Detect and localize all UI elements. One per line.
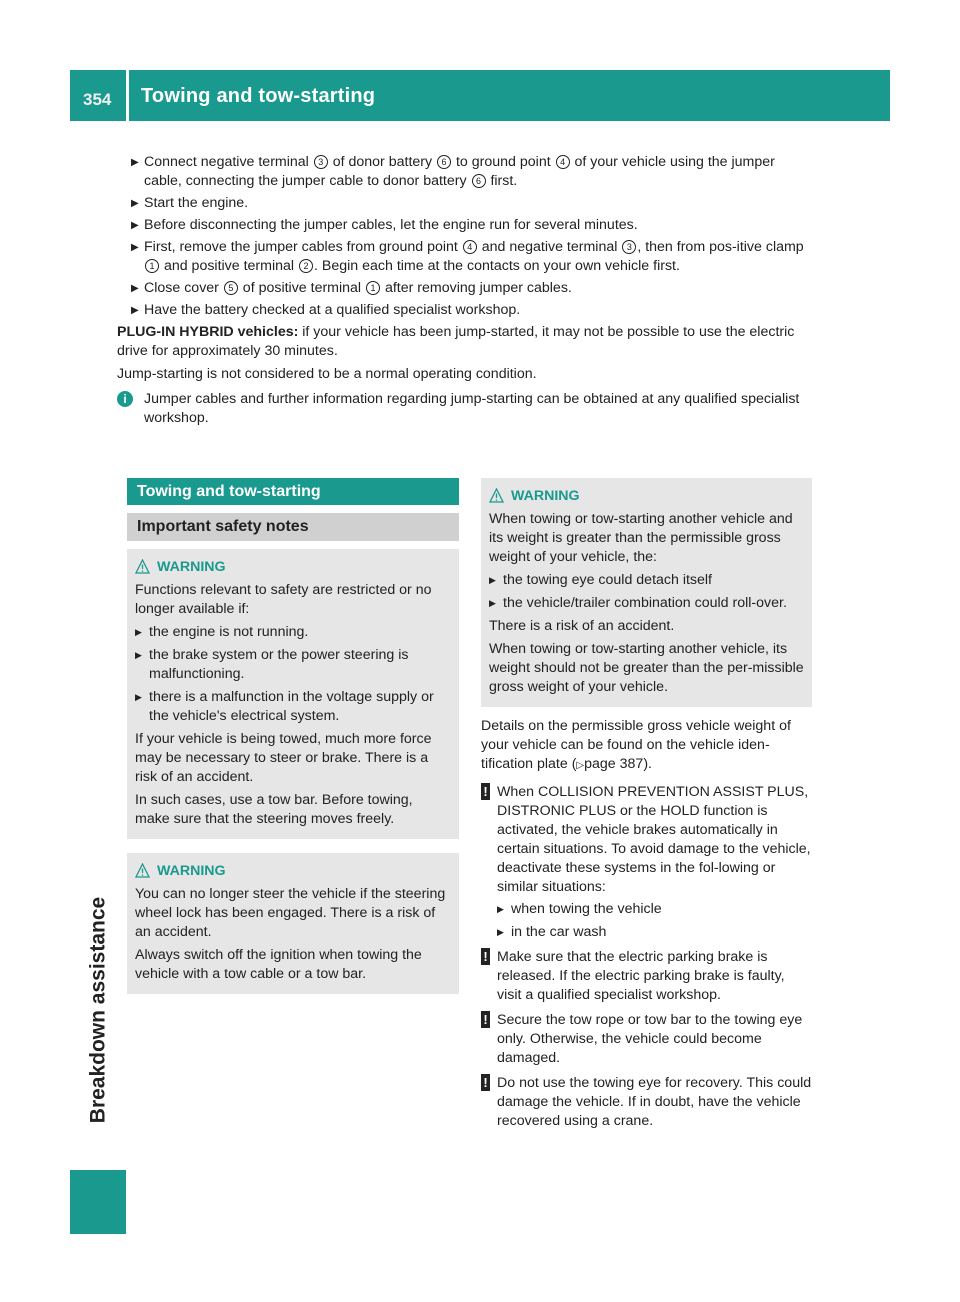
side-chapter-tab <box>70 1170 126 1234</box>
warning-label: WARNING <box>157 863 226 879</box>
callout-number: 2 <box>299 259 313 273</box>
header-title-box <box>129 70 890 121</box>
step-text: to ground point <box>452 154 555 170</box>
warning-title <box>135 557 451 577</box>
step-text: and negative terminal <box>477 239 622 255</box>
header-title: Towing and tow-starting <box>141 85 376 107</box>
step-arrow-icon: ▶ <box>131 220 139 231</box>
callout-number: 1 <box>366 281 380 295</box>
exclamation-icon: ! <box>481 1074 490 1091</box>
side-chapter-text: Breakdown assistance <box>86 896 110 1124</box>
step-item <box>117 153 812 191</box>
callout-number: 3 <box>314 155 328 169</box>
warning-text: Always switch off the ignition when towing the vehicle with a tow cable or a tow bar. <box>135 947 422 982</box>
step-text: Connect negative terminal <box>144 154 313 170</box>
note-text: When COLLISION PREVENTION ASSIST PLUS, DISTRONIC PLUS or the HOLD function is activated, the vehicle brakes automatically in certain situations. To avoid damage to the vehicle, deactivate these systems in the fol-lowing or similar situations: <box>497 784 811 895</box>
warning-label: WARNING <box>511 488 580 504</box>
callout-number: 4 <box>556 155 570 169</box>
step-arrow-icon: ▶ <box>131 198 139 209</box>
warning-text: There is a risk of an accident. <box>489 618 675 634</box>
list-item: ▶ the brake system or the power steering is malfunctioning. <box>135 647 409 682</box>
side-chapter-label <box>73 870 123 1150</box>
warning-intro: When towing or tow-starting another vehicle and its weight is greater than the permissible gross weight of your vehicle, the: <box>489 511 793 565</box>
list-item: ▶ the towing eye could detach itself <box>489 572 713 588</box>
step-text: first. <box>486 173 518 189</box>
step-text: Before disconnecting the jumper cables, let the engine run for several minutes. <box>144 217 638 233</box>
warning-text: In such cases, use a tow bar. Before towing, make sure that the steering moves freely. <box>135 792 413 827</box>
page-number-box <box>70 70 126 121</box>
notes-list <box>481 783 812 1131</box>
bullet-text: when towing the vehicle <box>511 901 662 917</box>
step-text: after removing jumper cables. <box>381 280 572 296</box>
info-icon: i <box>117 391 133 407</box>
warning-text: You can no longer steer the vehicle if the steering wheel lock has been engaged. There is a risk of an accident. <box>135 886 446 940</box>
step-arrow-icon: ▶ <box>131 283 139 294</box>
note-item <box>481 783 812 942</box>
list-item: ▶ in the car wash <box>497 924 607 940</box>
note-text: Do not use the towing eye for recovery. This could damage the vehicle. If in doubt, have the vehicle recovered using a crane. <box>497 1075 812 1129</box>
step-text: of your vehicle using the jumper cable, connecting the jumper cable to donor battery <box>144 154 775 189</box>
warning-triangle-icon <box>135 559 150 574</box>
warning-title <box>135 861 451 881</box>
callout-number: 3 <box>622 240 636 254</box>
warning-text: If your vehicle is being towed, much more force may be necessary to steer or brake. There is a risk of an accident. <box>135 731 432 785</box>
step-text: Have the battery checked at a qualified specialist workshop. <box>144 302 521 318</box>
warning-box-2 <box>127 853 459 994</box>
callout-number: 4 <box>463 240 477 254</box>
step-text: of positive terminal <box>238 280 366 296</box>
exclamation-icon: ! <box>481 783 490 800</box>
callout-number: 6 <box>437 155 451 169</box>
info-note-text: Jumper cables and further information regarding jump-starting can be obtained at any qualified specialist workshop. <box>144 391 800 426</box>
warning-text: When towing or tow-starting another vehicle, its weight should not be greater than the per-missible gross weight of your vehicle. <box>489 641 804 695</box>
top-content <box>117 153 812 428</box>
step-text: Close cover <box>144 280 223 296</box>
bullet-text: the engine is not running. <box>149 624 309 640</box>
step-item <box>117 194 812 213</box>
step-arrow-icon: ▶ <box>131 157 139 168</box>
jump-note: Jump-starting is not considered to be a normal operating condition. <box>117 366 537 382</box>
warning-box-1 <box>127 549 459 839</box>
step-text: First, remove the jumper cables from ground point <box>144 239 462 255</box>
warning-intro: Functions relevant to safety are restricted or no longer available if: <box>135 582 432 617</box>
callout-number: 1 <box>145 259 159 273</box>
exclamation-icon: ! <box>481 948 490 965</box>
list-item: ▶ the engine is not running. <box>135 624 309 640</box>
bullet-text: the brake system or the power steering is malfunctioning. <box>149 647 409 682</box>
step-list <box>117 153 812 320</box>
step-item <box>117 301 812 320</box>
step-item <box>117 238 812 276</box>
bullet-text: in the car wash <box>511 924 607 940</box>
list-item: ▶ there is a malfunction in the voltage supply or the vehicle's electrical system. <box>135 689 434 724</box>
hybrid-note <box>117 323 812 361</box>
warning-label: WARNING <box>157 559 226 575</box>
warning-triangle-icon <box>135 863 150 878</box>
callout-number: 6 <box>472 174 486 188</box>
note-text: Secure the tow rope or tow bar to the towing eye only. Otherwise, the vehicle could become damaged. <box>497 1012 803 1066</box>
note-text: Make sure that the electric parking brake is released. If the electric parking brake is faulty, visit a qualified specialist workshop. <box>497 949 785 1003</box>
page-ref-link[interactable]: page 387 <box>584 756 644 772</box>
step-arrow-icon: ▶ <box>131 242 139 253</box>
exclamation-icon: ! <box>481 1011 490 1028</box>
list-item: ▶ when towing the vehicle <box>497 901 662 917</box>
hybrid-note-text: if your vehicle has been jump-started, it may not be possible to use the electric drive for approximately 30 minutes. <box>117 324 795 359</box>
section-heading: Towing and tow-starting <box>127 478 459 505</box>
bullet-text: there is a malfunction in the voltage supply or the vehicle's electrical system. <box>149 689 434 724</box>
step-text: and positive terminal <box>160 258 299 274</box>
note-sublist <box>497 900 812 942</box>
note-item <box>481 948 812 1005</box>
details-close: ). <box>643 756 652 772</box>
note-item <box>481 1011 812 1068</box>
step-text: . Begin each time at the contacts on your own vehicle first. <box>314 258 680 274</box>
info-note <box>117 390 812 428</box>
subsection-heading: Important safety notes <box>127 513 459 541</box>
step-item <box>117 216 812 235</box>
warning-box-3 <box>481 478 812 707</box>
page-ref-arrow-icon: ▷ <box>576 760 585 771</box>
page-header <box>70 70 890 121</box>
right-column <box>481 478 812 1137</box>
left-column <box>127 478 459 994</box>
warning-title <box>489 486 804 506</box>
step-item <box>117 279 812 298</box>
note-item <box>481 1074 812 1131</box>
step-text: of donor battery <box>328 154 437 170</box>
step-arrow-icon: ▶ <box>131 305 139 316</box>
step-text: , then from pos-itive clamp <box>637 239 804 255</box>
details-paragraph <box>481 717 812 775</box>
bullet-text: the vehicle/trailer combination could roll-over. <box>503 595 787 611</box>
step-text: Start the engine. <box>144 195 249 211</box>
warning-triangle-icon <box>489 488 504 503</box>
bullet-text: the towing eye could detach itself <box>503 572 713 588</box>
hybrid-note-label: PLUG-IN HYBRID vehicles: <box>117 324 299 340</box>
details-text: Details on the permissible gross vehicle weight of your vehicle can be found on the vehicle iden-tification plate ( <box>481 718 791 772</box>
page-number: 354 <box>83 90 112 109</box>
list-item: ▶ the vehicle/trailer combination could roll-over. <box>489 595 787 611</box>
callout-number: 5 <box>224 281 238 295</box>
